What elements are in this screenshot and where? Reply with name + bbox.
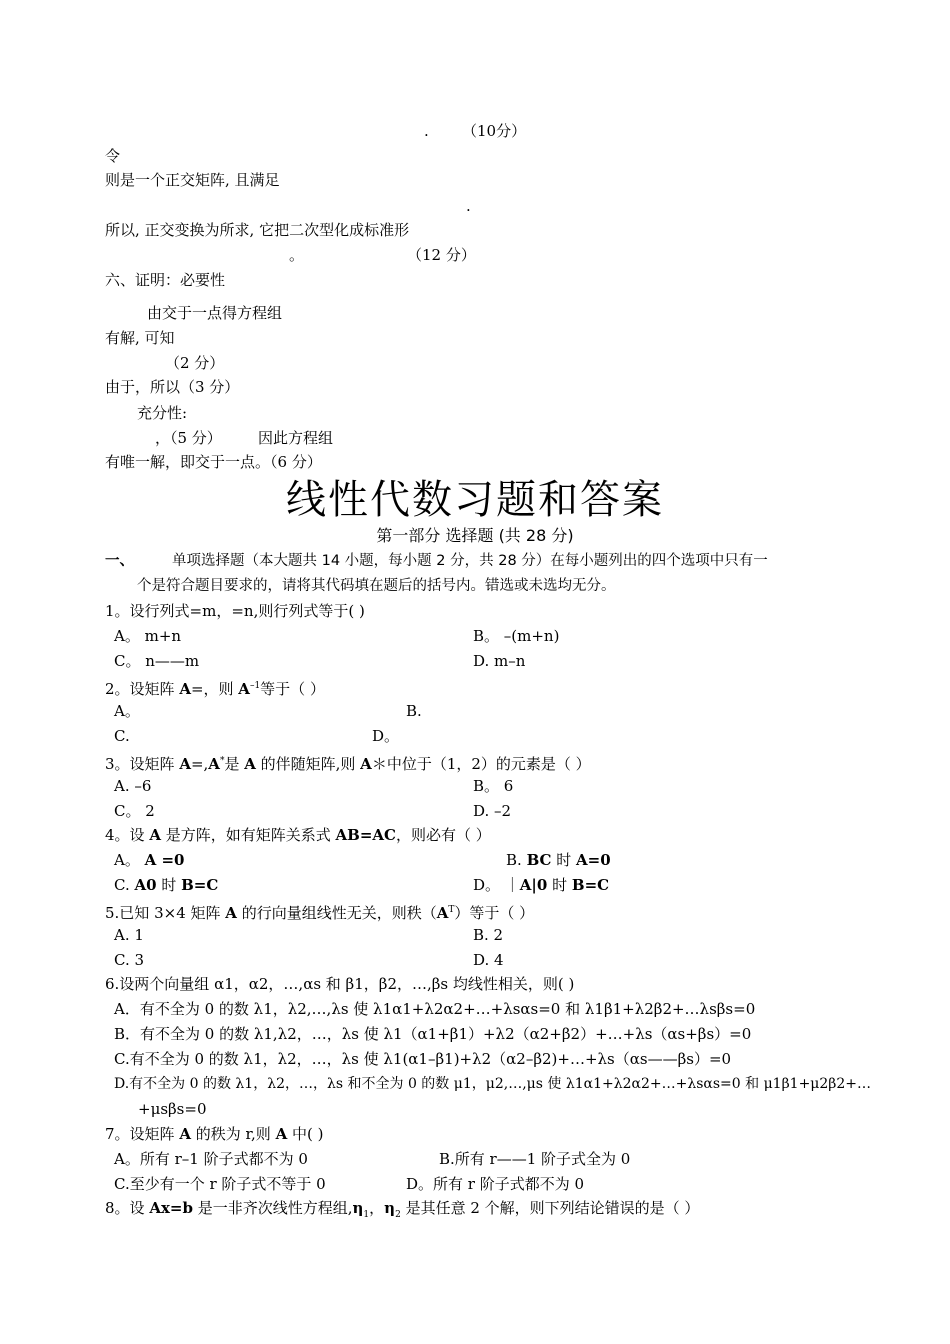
q3-option-d: D. –2 — [473, 802, 512, 820]
q6-stem: 6.设两个向量组 α1，α2，…,αs 和 β1，β2，…,βs 均线性相关，则( ) — [105, 975, 575, 993]
prev-dot: . — [424, 122, 429, 140]
q3-option-a: A. –6 — [114, 777, 152, 795]
q1-option-b: B。 –(m+n) — [473, 627, 560, 645]
prev-section-6: 六、证明：必要性 — [105, 271, 226, 289]
prev-line-4: . — [466, 197, 471, 215]
q5-stem: 5.已知 3×4 矩阵 A 的行向量组线性无关，则秩$(A^T)$等于（ ） — [105, 904, 535, 922]
prev-score-10: （10分） — [462, 122, 527, 140]
prev-line-5: 所以, 正交变换为所求, 它把二次型化成标准形 — [105, 221, 410, 239]
prev-line-14: 有唯一解，即交于一点。（6 分） — [105, 453, 322, 471]
q6-option-c: C.有不全为 0 的数 λ1，λ2，…，λs 使 λ1(α1–β1)+λ2（α2–β2)+…+λs（αs——βs）=0 — [114, 1050, 732, 1068]
q7-option-b: B.所有 r——1 阶子式全为 0 — [439, 1150, 631, 1168]
q1-option-c: C。 n——m — [114, 652, 200, 670]
q2-option-b: B. — [406, 702, 422, 720]
prev-line-8: 由交于一点得方程组 — [147, 304, 283, 322]
section-instructions-2: 个是符合题目要求的，请将其代码填在题后的括号内。错选或未选均无分。 — [137, 578, 616, 594]
section-instructions-1: 单项选择题（本大题共 14 小题，每小题 2 分，共 28 分）在每小题列出的四个选项中只有一 — [172, 553, 768, 569]
prev-line-11: 由于，所以（3 分） — [105, 378, 240, 396]
part-subtitle: 第一部分 选择题 (共 28 分) — [376, 526, 574, 545]
q3-option-b: B。 6 — [473, 777, 514, 795]
q5-option-a: A. 1 — [114, 926, 144, 944]
q6-option-b: B．有不全为 0 的数 λ1,λ2，…，λs 使 λ1（α1+β1）+λ2（α2+β2）+…+λs（αs+βs）=0 — [114, 1025, 752, 1043]
prev-line-10: （2 分） — [165, 354, 225, 372]
q2-option-c: C. — [114, 727, 130, 745]
page-title: 线性代数习题和答案 — [286, 477, 664, 523]
prev-line-2: 令 — [105, 147, 121, 165]
q4-option-a: A。 A =0 — [114, 851, 185, 869]
prev-line-3: 则是一个正交矩阵, 且满足 — [105, 171, 280, 189]
q8-stem: 8。设 Ax=b 是一非齐次线性方程组$,\eta_1$，$\eta_2$ 是其任意 2 个解，则下列结论错误的是（ ） — [105, 1199, 700, 1220]
q3-option-c: C。 2 — [114, 802, 155, 820]
prev-line-12: 充分性: — [137, 404, 188, 422]
q4-stem: 4。设 A 是方阵，如有矩阵关系式 AB=AC，则必有（ ） — [105, 826, 491, 844]
q5-option-c: C. 3 — [114, 951, 145, 969]
q7-option-d: D。所有 r 阶子式都不为 0 — [406, 1175, 585, 1193]
prev-line-13b: 因此方程组 — [258, 429, 334, 447]
q6-option-d-cont: +μsβs=0 — [138, 1100, 207, 1118]
q7-option-a: A。所有 r–1 阶子式都不为 0 — [114, 1150, 308, 1168]
q4-option-d: D。 ｜A|0 时 B=C — [473, 876, 610, 894]
q2-stem: 2。设矩阵 A=，则 $A^{-1}$等于（ ） — [105, 680, 325, 698]
q2-option-d: D。 — [372, 727, 400, 745]
prev-line-6a: 。 — [289, 246, 305, 264]
q4-option-c: C. A0 时 B=C — [114, 876, 219, 894]
q6-option-d: D.有不全为 0 的数 λ1，λ2，…，λs 和不全为 0 的数 μ1，μ2,…,μs 使 λ1α1+λ2α2+…+λsαs=0 和 μ1β1+μ2β2+… — [114, 1076, 872, 1092]
q4-option-b: B. BC 时 A=0 — [506, 851, 611, 869]
q1-option-d: D. m–n — [473, 652, 526, 670]
q2-option-a: A。 — [114, 702, 140, 720]
section-number: 一、 — [105, 553, 134, 569]
prev-line-13a: ，（5 分） — [155, 429, 222, 447]
prev-line-9: 有解, 可知 — [105, 329, 175, 347]
q3-stem: 3。设矩阵 A=,A*是 A 的伴随矩阵,则 A＊中位于（1，2）的元素是（ ） — [105, 755, 591, 773]
q1-option-a: A。 m+n — [114, 627, 182, 645]
q6-option-a: A．有不全为 0 的数 λ1，λ2,…,λs 使 λ1α1+λ2α2+…+λsαs=0 和 λ1β1+λ2β2+…λsβs=0 — [114, 1000, 756, 1018]
q7-stem: 7。设矩阵 A 的秩为 r,则 A 中( ) — [105, 1125, 324, 1143]
q7-option-c: C.至少有一个 r 阶子式不等于 0 — [114, 1175, 326, 1193]
prev-score-12: （12 分） — [407, 246, 476, 264]
q5-option-d: D. 4 — [473, 951, 504, 969]
q1-stem: 1。设行列式=m，=n,则行列式等于( ) — [105, 602, 365, 620]
q5-option-b: B. 2 — [473, 926, 504, 944]
